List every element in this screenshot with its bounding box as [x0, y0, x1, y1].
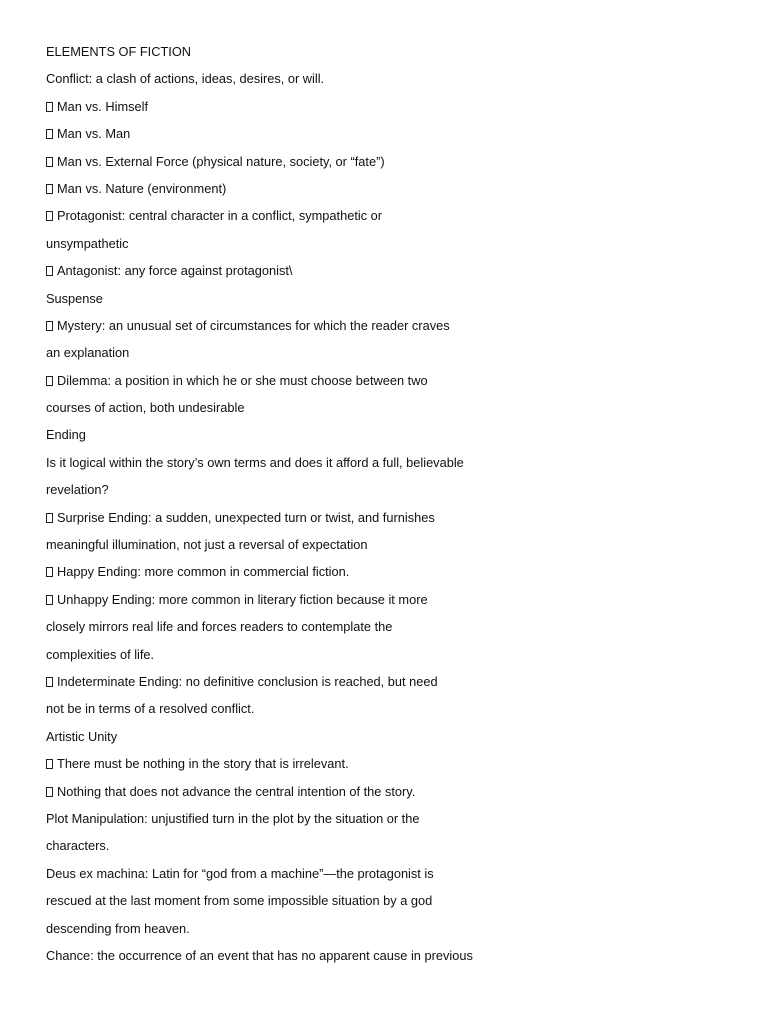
text-line	[46, 725, 746, 752]
line-text: Protagonist: central character in a conflict, sympathetic or	[57, 208, 383, 224]
text-line	[46, 150, 746, 177]
line-text: Ending	[46, 427, 86, 443]
missing-glyph-bullet-icon	[46, 184, 53, 194]
text-line	[46, 341, 746, 368]
line-text: ELEMENTS OF FICTION	[46, 44, 192, 59]
document-title	[46, 40, 746, 67]
missing-glyph-bullet-icon	[46, 567, 53, 577]
line-text: Conflict: a clash of actions, ideas, desires, or will.	[46, 71, 325, 87]
text-line	[46, 697, 746, 724]
line-text: revelation?	[46, 482, 109, 498]
missing-glyph-bullet-icon	[46, 595, 53, 605]
text-line	[46, 95, 746, 122]
line-text: Chance: the occurrence of an event that has no apparent cause in previous	[46, 947, 473, 963]
text-line	[46, 314, 746, 341]
text-line	[46, 889, 746, 916]
missing-glyph-bullet-icon	[46, 376, 53, 386]
missing-glyph-bullet-icon	[46, 677, 53, 687]
text-line	[46, 423, 746, 450]
line-text: not be in terms of a resolved conflict.	[46, 701, 255, 717]
missing-glyph-bullet-icon	[46, 157, 53, 167]
line-text: There must be nothing in the story that is irrelevant.	[57, 756, 349, 772]
line-text: Mystery: an unusual set of circumstances for which the reader craves	[57, 317, 450, 333]
line-text: characters.	[46, 838, 110, 854]
document-body	[46, 40, 746, 971]
text-line	[46, 451, 746, 478]
line-text: Man vs. Man	[57, 126, 131, 142]
line-text: Deus ex machina: Latin for “god from a machine”—the protagonist is	[46, 865, 434, 881]
line-text: Happy Ending: more common in commercial fiction.	[57, 564, 350, 580]
line-text: unsympathetic	[46, 235, 129, 251]
line-text: Unhappy Ending: more common in literary fiction because it more	[57, 591, 428, 607]
text-line	[46, 259, 746, 286]
line-text: Suspense	[46, 290, 103, 306]
text-line	[46, 369, 746, 396]
line-text: an explanation	[46, 345, 130, 361]
line-text: complexities of life.	[46, 646, 155, 662]
missing-glyph-bullet-icon	[46, 211, 53, 221]
text-line	[46, 643, 746, 670]
text-line	[46, 917, 746, 944]
text-line	[46, 177, 746, 204]
text-line	[46, 615, 746, 642]
text-line	[46, 204, 746, 231]
text-line	[46, 560, 746, 587]
text-line	[46, 834, 746, 861]
line-text: Man vs. Nature (environment)	[57, 180, 227, 196]
line-text: Man vs. External Force (physical nature, society, or “fate”)	[57, 153, 385, 169]
text-line	[46, 862, 746, 889]
missing-glyph-bullet-icon	[46, 759, 53, 769]
line-text: Dilemma: a position in which he or she must choose between two	[57, 372, 428, 388]
text-line	[46, 588, 746, 615]
line-text: Antagonist: any force against protagonist\	[57, 263, 293, 279]
line-text: rescued at the last moment from some impossible situation by a god	[46, 893, 433, 909]
line-text: meaningful illumination, not just a reversal of expectation	[46, 537, 368, 553]
missing-glyph-bullet-icon	[46, 129, 53, 139]
line-text: Surprise Ending: a sudden, unexpected turn or twist, and furnishes	[57, 509, 435, 525]
text-line	[46, 670, 746, 697]
line-text: Plot Manipulation: unjustified turn in the plot by the situation or the	[46, 810, 420, 826]
text-line	[46, 506, 746, 533]
text-line	[46, 122, 746, 149]
text-line	[46, 807, 746, 834]
text-line	[46, 232, 746, 259]
text-line	[46, 478, 746, 505]
line-text: closely mirrors real life and forces readers to contemplate the	[46, 619, 393, 635]
text-line	[46, 533, 746, 560]
text-line	[46, 67, 746, 94]
line-text: courses of action, both undesirable	[46, 400, 245, 416]
line-text: Artistic Unity	[46, 728, 118, 744]
text-line	[46, 752, 746, 779]
text-line	[46, 287, 746, 314]
missing-glyph-bullet-icon	[46, 102, 53, 112]
text-line	[46, 396, 746, 423]
text-line	[46, 944, 746, 971]
line-text: Is it logical within the story’s own terms and does it afford a full, believable	[46, 454, 464, 470]
line-text: descending from heaven.	[46, 920, 190, 936]
line-text: Man vs. Himself	[57, 98, 149, 114]
text-line	[46, 780, 746, 807]
missing-glyph-bullet-icon	[46, 321, 53, 331]
line-text: Nothing that does not advance the central intention of the story.	[57, 783, 416, 799]
missing-glyph-bullet-icon	[46, 787, 53, 797]
missing-glyph-bullet-icon	[46, 513, 53, 523]
line-text: Indeterminate Ending: no definitive conclusion is reached, but need	[57, 673, 438, 689]
missing-glyph-bullet-icon	[46, 266, 53, 276]
